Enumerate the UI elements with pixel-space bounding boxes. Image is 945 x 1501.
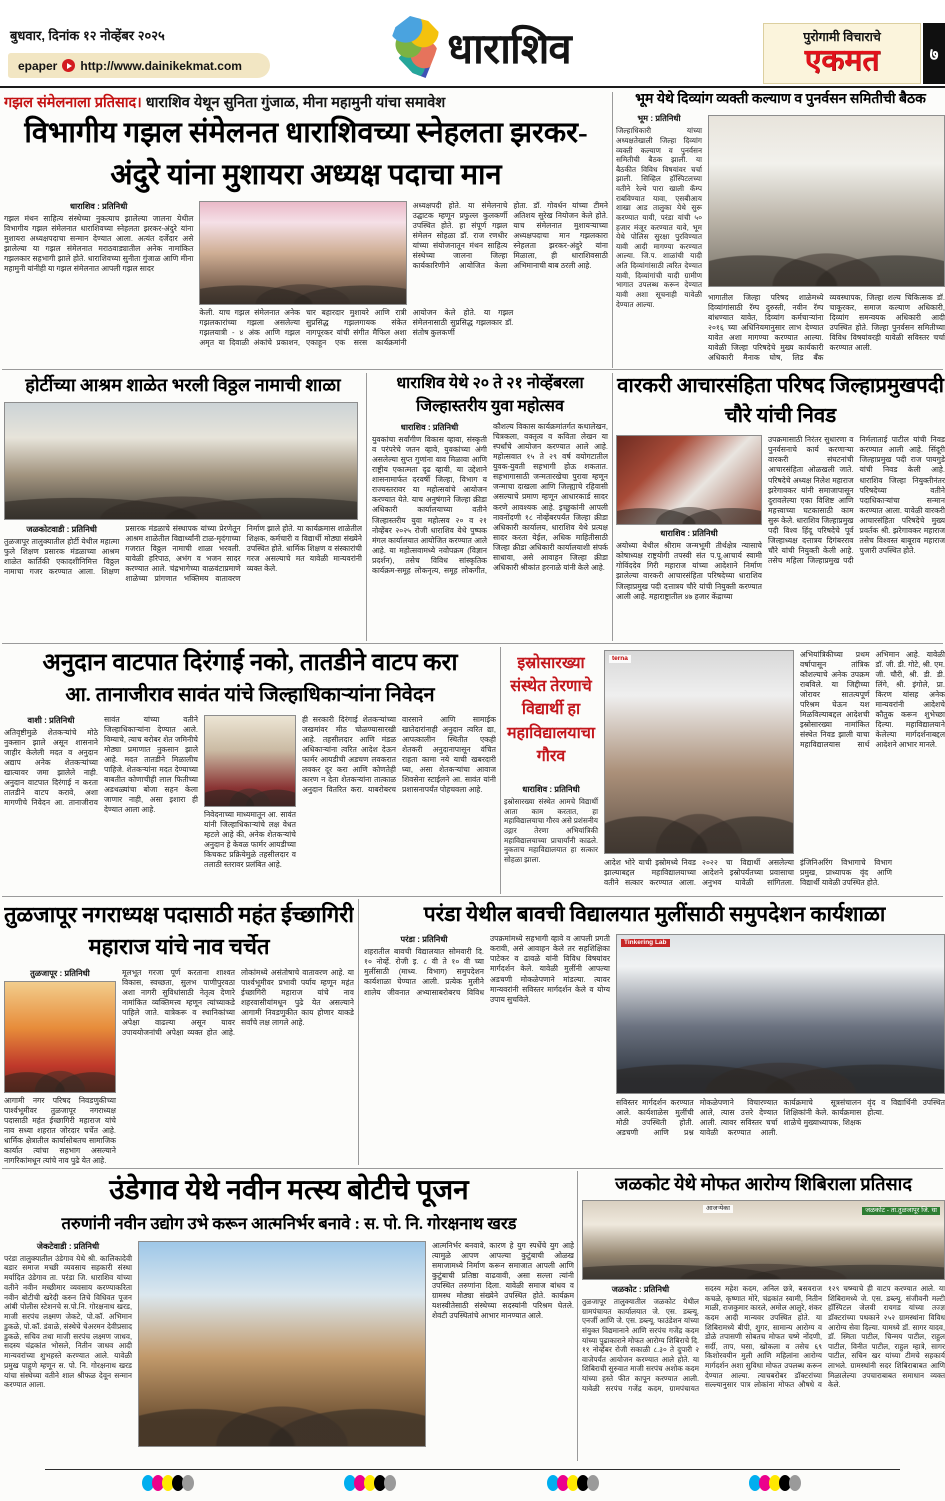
article-body: तुळजापूर तालुक्यातील होर्टी येथील महात्मा फुले शिक्षण प्रसारक मंडळाच्या आश्रम शाळेत कार्तिकी एकादशीनिमित्त विठ्ठल नामाचा गजर करण्यात आला. शिक्षण प्रसारक मंडळाचे संस्थापक यांच्या प्रेरणेतून आश्रम शाळेतील विद्यार्थ्यांनी टाळ-मृदंगाच्या गजरात विठ्ठल नामाची शाळा भरवली. यावेळी हरिपाठ, अभंग व भजन सादर करण्यात आले. चंद्रभागेच्या वाळवंटाप्रमाणे शाळेच्या प्रांगणात भक्तिमय वातावरण निर्माण झाले होते. या कार्यक्रमास शाळेतील शिक्षक, कर्मचारी व विद्यार्थी मोठ्या संख्येने उपस्थित होते. धार्मिक शिक्षण व संस्कारांची गरज असल्याचे मत यावेळी मान्यवरांनी व्यक्त केले. xyxy=(4,524,362,584)
village-banner-label: जळकोट - ता.तुळजापूर जि. धा xyxy=(862,1207,940,1215)
epaper-globe-icon xyxy=(62,59,75,72)
cmyk-dot-group xyxy=(346,1475,396,1491)
article-gazal xyxy=(4,92,608,368)
article-byline: धाराशिव : प्रतिनिधी xyxy=(660,529,718,539)
article-tuljapur xyxy=(4,899,354,1165)
body-column xyxy=(4,1241,132,1449)
article-body: अतिवृष्टीमुळे शेतकऱ्यांचे मोठे नुकसान झाले असून शासनाने जाहीर केलेली मदत व अनुदान अद्याप अनेक शेतकऱ्यांच्या खात्यावर जमा झालेले नाही. अनुदान वाटपात दिरंगाई न करता तातडीने वाटप करावे, अशा मागणीचे निवेदन आ. तानाजीराव सावंत यांच्या वतीने जिल्हाधिकाऱ्यांना देण्यात आले. विम्याचे, त्याच बरोबर शेत जमिनीचे मोठ्या प्रमाणात नुकसान झाले आहे. मदत तातडीने मिळालीच पाहिजे. शेतकऱ्यांना मदत देण्याच्या बाबतीत कोणाचीही लाल फितीच्या अडथळ्यांचा बोजा सहन केला जाणार नाही, असा इशारा ही देण्यात आला आहे. xyxy=(4,714,198,814)
cmyk-dot xyxy=(587,1475,599,1491)
cmyk-dot-group xyxy=(144,1475,194,1491)
article-body: तुळजापूर तालुक्यातील जळकोट येथील ग्रामपंचायत कार्यालयात जे. एस. डब्ल्यू. एनर्जी आणि जे. एस. डब्ल्यू. फाउंडेशन यांच्या संयुक्त विद्यमानाने आणि सरपंच गजेंद्र कदम यांच्या पुढाकाराने मोफत आरोग्य शिबिराचे दि. ११ नोव्हेंबर रोजी सकाळी ८.३० ते दुपारी २ वाजेपर्यंत आयोजन करण्यात आले होते. या शिबिराची सुरुवात माजी सरपंच अशोक कदम यांच्या हस्ते फीत कापून करण्यात आली. यावेळी सरपंच गजेंद्र कदम, ग्रामपंचायत सदस्य महेश कदम, अनिल छत्रे, बसवराज कचळे, कृष्णात मोरे, चंद्रकांत स्वामी, नितीन माळी, राजकुमार कारले, अमोल आलुरे, शंकर कदम आदी मान्यवर उपस्थित होते. या शिबिरामध्ये बीपी, शुगर, सामान्य आरोग्य व डोळे तपासणी सोबतच मोफत चष्मे नोंदणी, सर्दी, ताप, घसा, खोकला व तसेच ६९ किशोरवयीन मुली आणि महिलांना आरोग्य मार्गदर्शन अशा सुविधा मोफत उपलब्ध करून देण्यात आल्या. त्याचबरोबर डॉक्टरांच्या सल्ल्यानुसार पात्र लोकांना मोफत औषधे व १२९ चष्म्याचे ही वाटप करण्यात आले. या शिबिरामध्ये जे. एस. डब्ल्यू. संजीवनी मल्टी हॉस्पिटल जेलवी रायगड यांच्या तज्ज्ञ डॉक्टरांच्या पथकाने २५२ ग्रामस्थांना विविध आरोग्य सेवा दिल्या. यामध्ये डॉ. सागर यादव, डॉ. स्मिता पाटील, चिन्मय पाटील, राहुल पाटील, विनीत पाटील, राहुल म्हात्रे, सागर पाटील, सचिन खर यांच्या टीमचे सहकार्य लाभले. ग्रामस्थांनी सदर शिबिराबाबत आणि मिळालेल्या उपचाराबाबत समाधान व्यक्त केले. xyxy=(582,1284,945,1393)
article-byline: धाराशिव : प्रतिनिधी xyxy=(400,423,459,433)
article-headline: भूम येथे दिव्यांग व्यक्ती कल्याण व पुनर्वसन समितीची बैठक xyxy=(635,92,926,107)
cmyk-dot xyxy=(182,1475,194,1491)
bhum-meeting-photo xyxy=(708,115,945,287)
print-registration-marks xyxy=(0,1475,945,1491)
article-body: गझल मंथन साहित्य संस्थेच्या नुकत्याच झालेल्या जालना येथील विभागीय गझल संमेलनात धाराशिवच्या स्नेहलता झरकर-अंदुरे यांना मुशायरा अध्यक्षपदाचा सन्मान देण्यात आला. अत्यंत दर्जेदार असे झालेल्या या गझल संमेलनात मराठवाड्यातील अनेक नामांकित गझलकार सहभागी झाले होते. धाराशिवच्या सुनीता गुंजाळ आणि मीना महामुनी यांनीही या गझल संमेलनात आपली गझल सादर xyxy=(4,214,194,274)
article-bhum xyxy=(616,90,945,368)
body-column xyxy=(616,113,702,365)
page-number: ७ xyxy=(923,23,945,84)
epaper-badge[interactable] xyxy=(8,53,270,78)
article-headline: विभागीय गझल संमेलनत धाराशिवच्या स्नेहलता झरकर-अंदुरे यांना मुशायरा अध्यक्ष पदाचा मान xyxy=(24,117,588,192)
row-divider xyxy=(2,1168,943,1169)
gazal-stage-photo xyxy=(199,201,406,305)
article-byline: वाशी : प्रतिनिधी xyxy=(27,715,75,725)
article-horti xyxy=(4,372,362,640)
district-map-graphic xyxy=(389,16,441,78)
body-column: ही सरकारी दिरंगाई शेतकऱ्यांच्या जखमांवर मीठ चोळण्यासारखी आहे. तहसीलदार आणि मंडळ अधिकाऱ्यांना त्वरित आदेश देऊन फार्मर आयडीची अडचण लवकरात लवकर दूर करा आणि कोणतेही कारण न देता शेतकऱ्यांना तात्काळ अनुदान वितरित करा. याबरोबरच वारसाने आणि सामाईक खातेदारांनाही अनुदान त्वरित द्या, आपत्कालीन स्थितीत एकही शेतकरी अनुदानापासून वंचित राहता कामा नये याची खबरदारी घ्या, असा शेतकऱ्यांचा आवाज शिवसेना स्टाईलने आ. सावंत यांनी प्रशासनापर्यंत पोहचवला आहे. xyxy=(302,714,496,794)
body-column: आत्मनिर्भर बनवावे, कारण हे युग स्पर्धेचे युग आहे त्यामुळे आपण आपल्या कुटुंबाची ओळख समाजामध्ये निर्माण करून समाजात आपली आणि कुटुंबाची प्रतिष्ठा वाढवावी, असा सल्ला त्यांनी उपस्थित तरुणांना दिला. यावेळी समाज बांधव व ग्रामस्थ मोठ्या संख्येने उपस्थित होते. कार्यक्रम यशस्वीतेसाठी संस्थेच्या सदस्यांनी परिश्रम घेतले. शेवटी उपस्थितांचे आभार मानण्यात आले. xyxy=(432,1240,574,1320)
article-byline: जेकटेवाडी : प्रतिनिधी xyxy=(36,1241,100,1251)
article-headline: उंडेगाव येथे नवीन मत्स्य बोटीचे पूजन xyxy=(109,1175,469,1206)
photo-caption: सविस्तर मार्गदर्शन करण्यात आले. कार्यशाळेस मुलींची मोठी उपस्थिती होती. अडचणी आणि प्रश्न मोकळेपणाने विचारण्यात आले, त्यास उत्तरे देण्यात आली. त्यावर सविस्तर चर्चा यावेळी करण्यात आली. कार्यक्रमाचे सूत्रसंचालन शिक्षिकांनी केले. कार्यक्रमास शाळेचे मुख्याध्यापक, शिक्षक वृंद व विद्यार्थिनी उपस्थित होत्या. xyxy=(616,1098,945,1138)
article-headline: धाराशिव येथे २० ते २१ नोव्हेंबरला जिल्हास्तरीय युवा महोत्सव xyxy=(396,375,584,416)
article-kicker xyxy=(4,92,608,112)
photo-caption: आदेश भोरे याची इस्रोमध्ये निवड झाल्याबद्दल महाविद्यालयाच्या वतीने सत्कार करण्यात आला. २०२२ चा विद्यार्थी असलेल्या आदेशने इस्रोपर्यंतच्या प्रवासाचा अनुभव यावेळी सांगितला. इंजिनिअरिंग विभागाचे विभाग प्रमुख, प्राध्यापक वृंद आणि विद्यार्थी यावेळी उपस्थित होते. xyxy=(604,858,892,888)
body-column: उपक्रमासाठी निरंतर सुधारणा व पुनर्वसनाचे कार्य करणाऱ्या वारकरी संघटनांची आचारसंहिता ओळखली जाते. परिषदेचे अध्यक्ष निलेश महाराज झरेगावकर यांनी समाजापासून दुरावलेल्या एका विशिष्ट आणि महत्त्वाच्या घटकासाठी काम सुरू केले. धाराशिव जिल्हाप्रमुख पदी विश्व हिंदू परिषदेचे पूर्व जिल्हाध्यक्ष दत्तात्रय दिगंबरराव चौरे यांची नियुक्ती केली आहे. तसेच महिला जिल्हाप्रमुख पदी निर्मलाताई पाटील यांची निवड करण्यात आली आहे. सिंदूरी जिल्हाप्रमुख पदी राज पायगुडे यांची निवड केली आहे. धाराशिव जिल्हा नियुक्तीनंतर परिषदेच्या वतीने पदाधिकाऱ्यांचा सन्मान करण्यात आला. यावेळी वारकरी आचारसंहिता परिषदेचे मुख्य प्रवर्तक श्री. झरेगावकर महाराज तसेच विश्वस्त बाबूराव महाराज पुजारी उपस्थित होते. xyxy=(768,435,945,565)
body-column xyxy=(504,784,598,892)
article-byline: तुळजापूर : प्रतिनिधी xyxy=(30,968,90,978)
article-varkari xyxy=(616,372,945,640)
brand-box xyxy=(763,23,921,84)
column-divider xyxy=(612,92,613,368)
epaper-label: epaper xyxy=(18,58,58,73)
masthead-title: धाराशिव xyxy=(447,26,571,73)
article-body: इस्रोसारख्या संस्थेत आमचे विद्यार्थी आता काम करतात, हा महाविद्यालयाचा गौरव असे प्रशंसनीय उद्गार तेरणा अभियांत्रिकी महाविद्यालयाच्या प्राचार्यांनी काढले. नुकताच महाविद्यालयात हा सत्कार सोहळा झाला. xyxy=(504,797,599,864)
article-headline: होर्टीच्या आश्रम शाळेत भरली विठ्ठल नामाची शाळा xyxy=(25,375,341,395)
row-divider xyxy=(2,896,943,897)
row-divider xyxy=(2,369,943,370)
article-body: अयोध्या येथील श्रीराम जन्मभूमी तीर्थक्षेत्र न्यासाचे कोषाध्यक्ष राष्ट्रयोगी तपस्वी संत प.पू.आचार्य स्वामी गोविंददेव गिरी महाराज यांच्या आदेशाने निर्माण झालेल्या वारकरी आचारसंहिता परिषदेच्या धाराशिव जिल्हाप्रमुख पदी दत्तात्रय चौरे यांची नियुक्ती करण्यात आली आहे. महाराष्ट्रातील ४७ हजार केंद्राच्या xyxy=(616,541,762,601)
article-anudan xyxy=(4,646,496,893)
footer-rule xyxy=(45,1469,900,1470)
article-subhead: तरुणांनी नवीन उद्योग उभे करून आत्मनिर्भर बनावे : स. पो. नि. गोरक्षनाथ खरड xyxy=(61,1213,517,1233)
tinkering-lab-banner-label: Tinkering Lab xyxy=(621,939,670,947)
page-header xyxy=(0,0,945,88)
article-headline: जळकोट येथे मोफत आरोग्य शिबिराला प्रतिसाद xyxy=(615,1174,912,1194)
column-divider xyxy=(577,1171,578,1461)
article-byline: धाराशिव : प्रतिनिधी xyxy=(69,202,128,212)
column-divider xyxy=(500,647,501,894)
article-headline: वारकरी आचारसंहिता परिषद जिल्हाप्रमुखपदी चौरे यांची निवड xyxy=(617,375,944,427)
mahant-portrait-photo xyxy=(4,981,116,1093)
boat-pooja-photo xyxy=(138,1241,426,1447)
cmyk-dot-group xyxy=(549,1475,599,1491)
brand-name: एकमत xyxy=(804,44,880,77)
date-line: बुधवार, दिनांक १२ नोव्हेंबर २०२५ xyxy=(10,28,165,43)
article-byline: धाराशिव : प्रतिनिधी xyxy=(522,785,580,794)
article-byline: परंडा : प्रतिनिधी xyxy=(400,935,448,945)
epaper-url[interactable]: http://www.dainikekmat.com xyxy=(80,58,242,73)
article-jalkot xyxy=(582,1171,945,1461)
article-headline: इस्रोसारख्या संस्थेत तेरणाचे विद्यार्थी हा महाविद्यालयाचा गौरव xyxy=(506,655,596,765)
article-body: आगामी नगर परिषद निवडणुकीच्या पार्श्वभूमीवर तुळजापूर नगराध्यक्ष पदासाठी महंत ईच्छागिरी महाराज यांचे नाव सध्या शहरात जोरदार चर्चेत आहे. धार्मिक क्षेत्रातील कार्यासोबतच सामाजिक कार्यात त्यांचा सहभाग असल्याने नागरिकांमधून त्यांचे नाव पुढे येत आहे. xyxy=(4,1095,116,1165)
kicker-highlight: गझल संमेलनाला प्रतिसाद। xyxy=(4,95,142,111)
varkari-felicitation-photo xyxy=(616,435,762,525)
article-body: जिल्हाधिकारी यांच्या अध्यक्षतेखाली जिल्हा दिव्यांग व्यक्ती कल्याण व पुनर्वसन समितीची बैठक झाली. या बैठकीत विविध विषयांवर चर्चा झाली. सिव्हिल हॉस्पिटलच्या वतीने रेल्वे पारा खाली कॅम्प राबविण्यात यावा, एसबीआय शाखा आड तालुका येथे सुरू करण्यात यावी, परंडा यांची ५० हजार मंजूर करण्यात यावे, भूम येथे पोलिस सुरक्षा पुरविण्यात यावी आदी मागण्या करण्यात आल्या. जि.प. शाळांची यादी अति दिव्यांगांसाठी त्वरित देण्यात यावी, दिव्यांगांची यादी ग्रामीण भागात उपलब्ध करून देण्यात यावी अशा सूचनाही यावेळी देण्यात आल्या. xyxy=(616,126,702,309)
row-divider xyxy=(2,643,943,644)
camp-banner-label: आजऱ्येका xyxy=(703,1205,733,1213)
article-yuva xyxy=(372,372,608,640)
column-divider xyxy=(366,373,367,641)
cmyk-dot xyxy=(384,1475,396,1491)
body-column: मूलभूत गरजा पूर्ण करताना शाश्वत विकास, स्वच्छता, सुलभ पाणीपुरवठा अशा नागरी सुविधांसाठी नेतृत्व देणारे नामांकित व्यक्तिमत्त्व म्हणून त्यांच्याकडे पाहिले जाते. यात्रेकरू व स्थानिकांच्या अपेक्षा वाढल्या असून यावर उपाययोजनांची अपेक्षा व्यक्त होत आहे. लोकांमध्ये असंतोषाचे वातावरण आहे. या पार्श्वभूमीवर प्रभावी पर्याय म्हणून महंत ईच्छागिरी महाराज यांचे नाव शहरवासीयांमधून पुढे येत असल्याने आगामी निवडणुकीत काय होणार याकडे सर्वांचे लक्ष लागले आहे. xyxy=(122,967,354,1037)
body-column xyxy=(204,715,296,885)
article-body: निवेदनाच्या माध्यमातून आ. सावंत यांनी जिल्हाधिकाऱ्यांचे लक्ष वेधत म्हटले आहे की, अनेक शेतकऱ्यांचे अनुदान हे केवळ फार्मर आयडीच्या किचकट प्रक्रियेमुळे तहसीलदार व तलाठी स्तरावर प्रलंबित आहे. xyxy=(204,809,296,869)
brand-tagline: पुरोगामी विचाराचे xyxy=(803,30,881,44)
article-byline: भूम : प्रतिनिधी xyxy=(637,114,681,124)
counselling-workshop-photo xyxy=(616,934,945,1094)
article-body: केली. याच गझल संमेलनात अनेक गझलकारांच्या गझला असलेल्या गझलयात्री - ४ अंक आणि गझल अमृत या दिवाळी अंकांचे प्रकाशन, चार बहारदार मुशायरे आणि रात्री सुप्रसिद्ध गझलगायक संकेत नागपूरकर यांची संगीत मैफिल अशा एकाहून एक सरस कार्यक्रमांनी आयोजन केले होते. या गझल संमेलनासाठी सुप्रसिद्ध गझलकार डॉ. संतोष कुलकर्णी xyxy=(199,308,514,348)
body-column xyxy=(364,934,610,1160)
article-undegaon xyxy=(4,1171,574,1461)
article-headline: अनुदान वाटपात दिरंगाई नको, तातडीने वाटप करा xyxy=(42,650,458,676)
body-column xyxy=(4,715,198,885)
isro-felicitation-photo xyxy=(604,650,794,854)
masthead xyxy=(330,12,630,82)
body-column: अभियांत्रिकीच्या प्रथम वर्षापासून तांत्रिक कौशल्याचे अनेक उपक्रम राबविले. या जिद्दीच्या जोरावर सातत्यपूर्ण परिश्रम घेऊन यश मिळविल्याबद्दल आदेशची इस्रोसारख्या नामांकित संस्थेत निवड झाली याचा महाविद्यालयास सार्थ अभिमान आहे. यावेळी डॉ. जी. डी. गोटे, श्री. एम. जी. चौरी, श्री. डी. डी. लिंगे, श्री. इंगोले, प्रा. किरण यांसह अनेक मान्यवरांनी आदेशचे कौतुक करून शुभेच्छा दिल्या. महाविद्यालयाने केलेल्या मार्गदर्शनाबद्दल आदेशने आभार मानले. xyxy=(800,650,945,750)
sawant-portrait-photo xyxy=(204,715,296,807)
column-divider xyxy=(612,373,613,641)
article-body: शहरातील बावची विद्यालयात सोमवारी दि. १० नोव्हें. रोजी इ. ८ वी ते १० वी च्या मुलींसाठी (माध्य. विभाग) समुपदेशन कार्यशाळा घेण्यात आली. प्रत्येक मुलीने शालेय जीवनात अभ्यासाबरोबरच विविध उपक्रमांमध्ये सहभागी व्हावे व आपली प्रगती करावी, असे आवाहन केले तर सहशिक्षिका पाटेकर व ढावळे यांनी विविध विषयांवर मार्गदर्शन केले. यावेळी मुलींनी आपल्या अडचणी मोकळेपणाने मांडल्या. त्यावर मान्यवरांनी सविस्तर मार्गदर्शन केले व योग्य उपाय सुचविले. xyxy=(364,934,610,1004)
article-byline: जळकोट : प्रतिनिधी xyxy=(611,1285,670,1295)
terna-banner-label: terna xyxy=(609,655,631,663)
article-headline: तुळजापूर नगराध्यक्ष पदासाठी महंत ईच्छागिरी महाराज यांचे नाव चर्चेत xyxy=(4,902,354,959)
article-body: युवकांचा सर्वांगीण विकास व्हावा, संस्कृती व परंपरेचे जतन व्हावे, युवकांच्या अंगी असलेल्या सुप्त गुणांना वाव मिळावा आणि राष्ट्रीय एकात्मता दृढ व्हावी, या उद्देशाने शासनामार्फत दरवर्षी जिल्हा, विभाग व राज्यस्तरावर या महोत्सवांचे आयोजन करण्यात येते. याच अनुषंगाने जिल्हा क्रीडा अधिकारी कार्यालयाच्या वतीने जिल्हास्तरीय युवा महोत्सव २० व २१ नोव्हेंबर २०२५ रोजी धाराशिव येथे पुष्पक मंगल कार्यालयात आयोजित करण्यात आले आहे. या महोत्सवामध्ये नवोपक्रम (विज्ञान प्रदर्शन), तसेच विविध सांस्कृतिक कार्यक्रम-समूह लोकनृत्य, समूह लोकगीत, कौशल्य विकास कार्यक्रमांतर्गत कथालेखन, चित्रकला, वक्तृत्व व कविता लेखन या स्पर्धांचे आयोजन करण्यात आले आहे. महोत्सवात १५ ते २९ वर्ष वयोगटातील युवक-युवती सहभागी होऊ शकतात. सहभागासाठी जन्मतारखेचा पुरावा म्हणून जन्माचा दाखला आणि जिल्ह्याचे रहिवासी असल्याचे प्रमाण म्हणून आधारकार्ड सादर करणे आवश्यक आहे. इच्छुकांनी आपली नावनोंदणी १८ नोव्हेंबरपर्यंत जिल्हा क्रीडा अधिकारी कार्यालय, धाराशिव येथे प्रत्यक्ष सादर करता येईल, अधिक माहितीसाठी जिल्हा क्रीडा अधिकारी कार्यालयाशी संपर्क साधावा, असे आवाहन जिल्हा क्रीडा अधिकारी श्रीकांत हरनाळे यांनी केले आहे. xyxy=(372,422,608,575)
article-byline: जळकोटवाडी : प्रतिनिधी xyxy=(26,525,97,535)
body-column xyxy=(4,201,193,359)
health-camp-photo xyxy=(582,1200,945,1280)
article-headline: परंडा येथील बावची विद्यालयात मुलींसाठी समुपदेशन कार्यशाळा xyxy=(423,902,886,926)
horti-school-photo xyxy=(4,402,358,520)
article-body: परंडा तालुक्यातील उंडेगाव येथे श्री. कालिकादेवी बडार समाज मच्छी व्यवसाय सहकारी संस्था मर्यादित उंडेगाव ता. परंडा जि. धाराशिव यांच्या वतीने नवीन मच्छीमार व्यवसाय करण्याकरिता नवीन बोटीची खरेदी करुन तिचे विधिवत पूजन आंबी पोलीस स्टेशनचे स.पो.नि. गोरक्षनाथ खरड, माजी सरपंच लक्ष्मण जेकटे, पो.कॉ. अभिमान डुकळे, पो.कॉ. डंवाळे, संस्थेचे चेअरमन देवीप्रसाद डुकळे, सचिव तथा माजी सरपंच लक्ष्मण जाधव, सदस्य चंद्रकांत भोसले, नितीन जाधव आदी मान्यवरांच्या शुभहस्ते करण्यात आले. यावेळी प्रमुख पाहुणे म्हणून स. पो. नि. गोरक्षनाथ खरड यांचा संस्थेच्या वतीने शाल श्रीफळ देवून सन्मान करण्यात आला. xyxy=(4,1253,132,1390)
body-column: अध्यक्षपदी होते. या संमेलनाचे उद्घाटक म्हणून प्रफुल्ल कुलकर्णी उपस्थित होते. हा संपूर्ण गझल संमेलन सोहळा डॉ. राज रणधीर यांच्या संयोजनातून मंथन साहित्य संस्थेच्या जालना जिल्हा कार्यकारिणीने आयोजित केला होता. डॉ. गोवर्धन यांच्या टीमने अतिशय सुरेख नियोजन केले होते. याच संमेलनात मुशायऱ्याच्या अध्यक्षपदाचा मान गझलकारा स्नेहलता झरकर-अंदुरे यांना मिळाला, ही धाराशिवसाठी अभिमानाची बाब ठरली आहे. xyxy=(412,201,608,271)
article-isro xyxy=(504,648,945,893)
photo-caption: भागातील जिल्हा परिषद शाळेमध्ये दिव्यांगांसाठी रॅम्प दुरुस्ती, नवीन रॅम्प बांधण्यात यावेत, दिव्यांग कर्मचाऱ्यांना २०१६ च्या अधिनियमानुसार लाभ देण्यात यावेत अशा मागण्या करण्यात आल्या. यावेळी जिल्हा परिषदेचे मुख्य कार्यकारी अधिकारी मैनाक घोष, लिड बँक व्यवस्थापक, जिल्हा शल्य चिकित्सक डॉ. चाकूरकर, समाज कल्याण अधिकारी, दिव्यांग समन्वयक अधिकारी आदी उपस्थित होते. जिल्हा पुनर्वसन समितीच्या विविध विषयांवरही यावेळी सविस्तर चर्चा करण्यात आली. xyxy=(708,293,945,363)
body-column xyxy=(4,968,116,1165)
article-paranda xyxy=(364,899,945,1165)
cmyk-dot-group xyxy=(751,1475,801,1491)
cmyk-dot xyxy=(789,1475,801,1491)
kicker-text: धाराशिव येथून सुनिता गुंजाळ, मीना महामुनी यांचा समावेश xyxy=(141,95,446,111)
column-divider xyxy=(358,899,359,1165)
body-column xyxy=(616,435,762,633)
body-column xyxy=(616,934,945,1160)
article-subhead: आ. तानाजीराव सावंत यांचे जिल्हाधिकाऱ्यांना निवेदन xyxy=(65,683,435,706)
